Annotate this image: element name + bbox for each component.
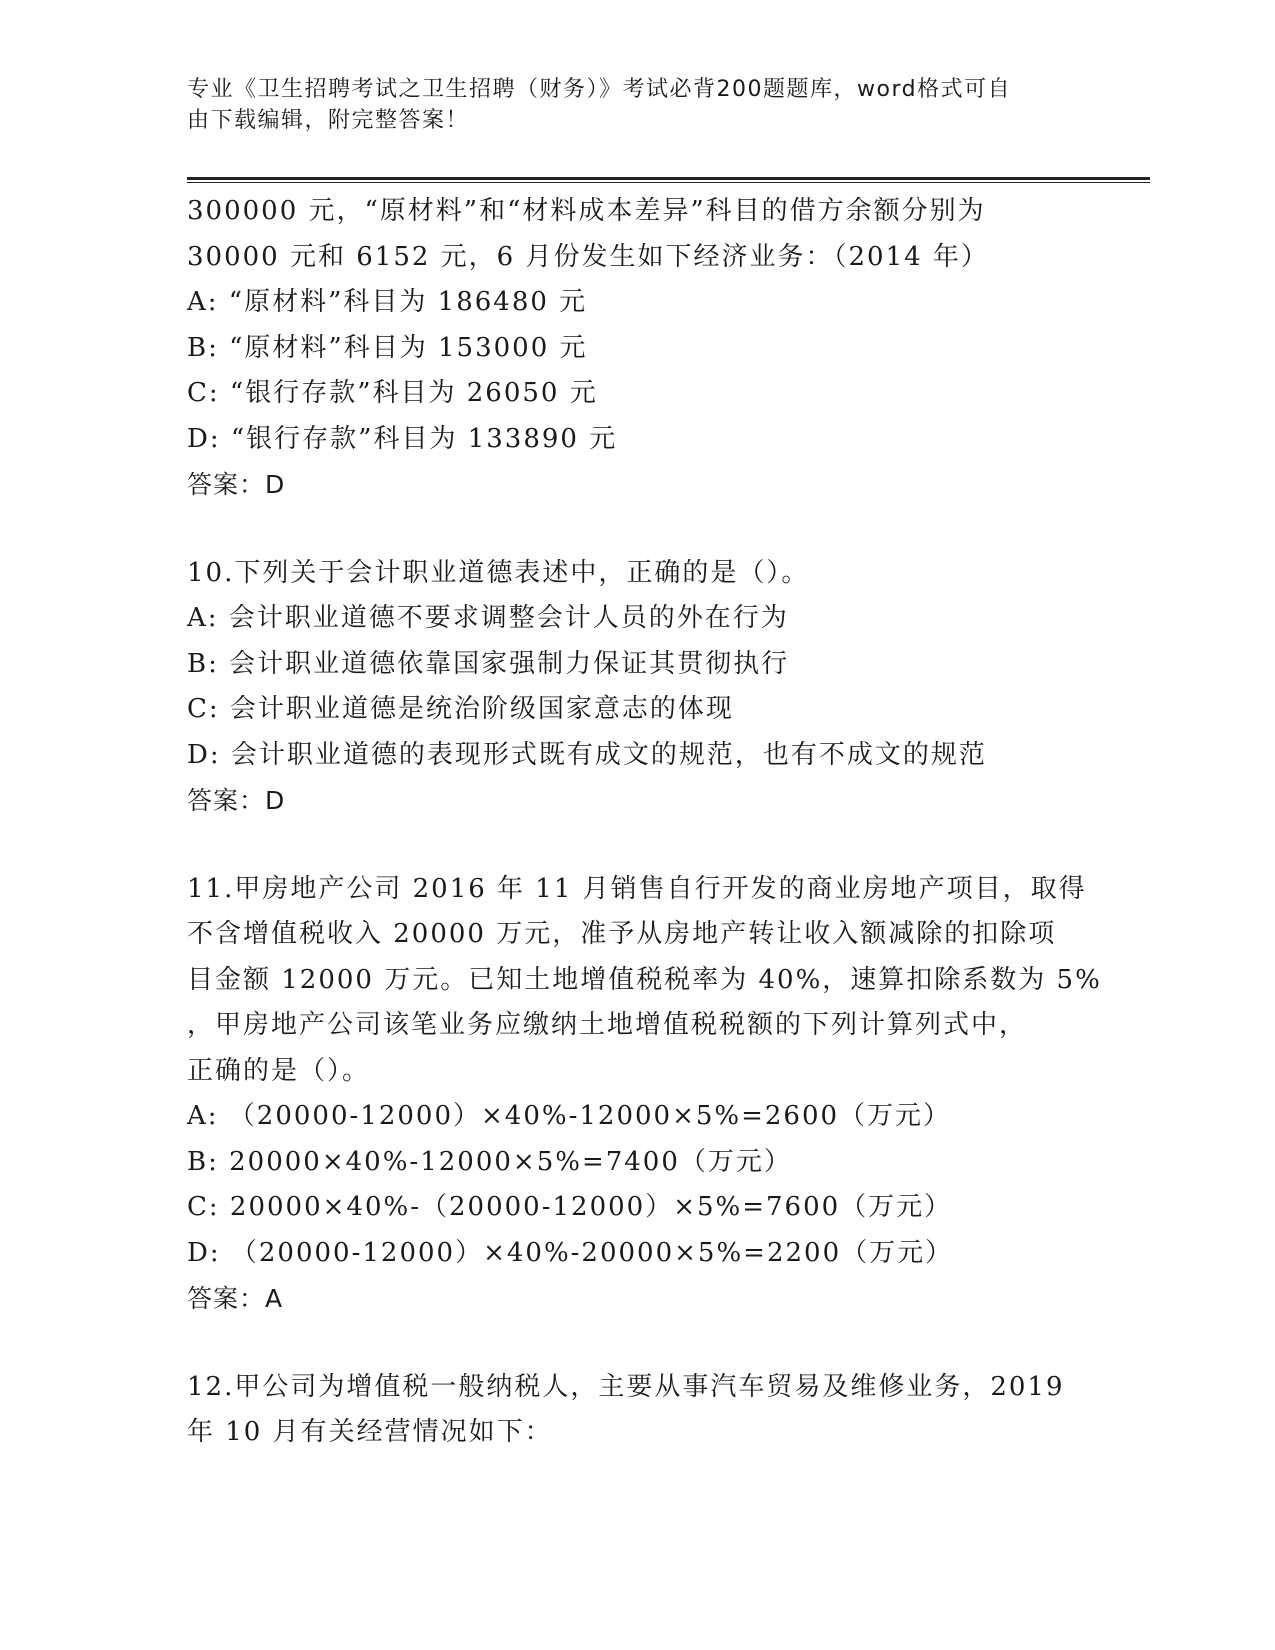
option-d: D: “银行存款”科目为 133890 元 (187, 423, 618, 454)
option-a: A: （20000-12000）×40%-12000×5%=2600（万元） (187, 1101, 952, 1131)
header-divider-thick (187, 177, 1150, 180)
question-12 (187, 1365, 1087, 1456)
option-b: B: 会计职业道德依靠国家强制力保证其贯彻执行 (187, 648, 790, 679)
question-stem-line: 正确的是（）。 (187, 1055, 371, 1086)
question-stem-line: 年 10 月有关经营情况如下： (187, 1417, 553, 1447)
question-9 (187, 189, 1087, 508)
question-stem-line: 12.甲公司为增值税一般纳税人，主要从事汽车贸易及维修业务，2019 (187, 1371, 1065, 1402)
option-a: A: 会计职业道德不要求调整会计人员的外在行为 (187, 603, 789, 633)
document-header (187, 74, 1067, 136)
question-stem-line: 300000 元，“原材料”和“材料成本差异”科目的借方余额分别为 (187, 196, 986, 226)
option-d: D: （20000-12000）×40%-20000×5%=2200（万元） (187, 1237, 954, 1268)
question-stem-line: ，甲房地产公司该笔业务应缴纳土地增值税税额的下列计算列式中， (187, 1010, 1028, 1040)
option-b: B: “原材料”科目为 153000 元 (187, 332, 588, 363)
question-stem-line: 不含增值税收入 20000 万元，准予从房地产转让收入额减除的扣除项 (187, 919, 1057, 949)
question-stem-line: 11.甲房地产公司 2016 年 11 月销售自行开发的商业房地产项目，取得 (187, 873, 1087, 904)
option-c: C: 会计职业道德是统治阶级国家意志的体现 (187, 694, 734, 724)
question-11 (187, 867, 1102, 1322)
question-stem-line: 10.下列关于会计职业道德表述中，正确的是（）。 (187, 557, 810, 588)
option-c: C: 20000×40%-（20000-12000）×5%=7600（万元） (187, 1192, 953, 1222)
question-10 (187, 551, 1087, 824)
question-stem-line: 30000 元和 6152 元，6 月份发生如下经济业务：（2014 年） (187, 241, 989, 272)
header-divider-thin (187, 182, 1150, 183)
answer: 答案：D (187, 786, 286, 815)
document-body (187, 189, 1102, 1456)
question-stem-line: 目金额 12000 万元。已知土地增值税税率为 40%，速算扣除系数为 5% (187, 964, 1102, 995)
answer: 答案：A (187, 1284, 284, 1313)
header-line-2: 由下载编辑，附完整答案！ (187, 108, 470, 133)
option-c: C: “银行存款”科目为 26050 元 (187, 378, 598, 408)
header-line-1: 专业《卫生招聘考试之卫生招聘（财务）》考试必背200题题库，word格式可自 (187, 77, 1012, 102)
spacer (187, 1322, 1087, 1365)
spacer (187, 824, 1087, 867)
option-a: A: “原材料”科目为 186480 元 (187, 287, 588, 317)
spacer (187, 508, 1087, 551)
option-b: B: 20000×40%-12000×5%=7400（万元） (187, 1146, 792, 1177)
option-d: D: 会计职业道德的表现形式既有成文的规范，也有不成文的规范 (187, 739, 987, 770)
answer: 答案：D (187, 470, 286, 499)
